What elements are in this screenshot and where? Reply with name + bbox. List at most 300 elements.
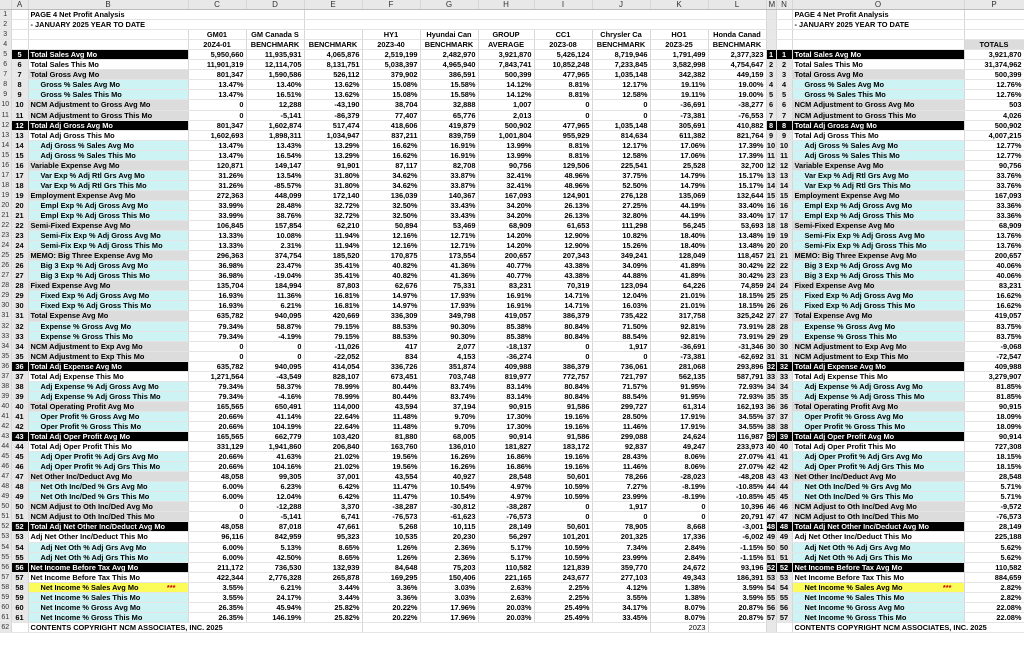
- value-cell[interactable]: 47,661: [304, 522, 362, 532]
- total-cell[interactable]: 13.76%: [964, 241, 1024, 251]
- value-cell[interactable]: 25,528: [650, 160, 708, 170]
- row-label-right[interactable]: Fixed Exp % Adj Gross Avg Mo: [792, 291, 964, 301]
- value-cell[interactable]: 32.41%: [478, 170, 534, 180]
- value-cell[interactable]: -31,346: [708, 341, 766, 351]
- row-number[interactable]: 57: [1, 573, 10, 581]
- value-cell[interactable]: 2.25%: [534, 592, 592, 602]
- row-number[interactable]: 59: [1, 593, 10, 601]
- row-number[interactable]: 7: [0, 70, 11, 80]
- row-label[interactable]: Net Oth Inc/Ded % Grs This Mo: [28, 492, 188, 502]
- row-label[interactable]: Expense % Gross Avg Mo: [28, 321, 188, 331]
- value-cell[interactable]: 19.16%: [534, 462, 592, 472]
- row-label-right[interactable]: Employment Expense Avg Mo: [792, 190, 964, 200]
- value-cell[interactable]: 120,871: [188, 160, 246, 170]
- value-cell[interactable]: 146.19%: [246, 612, 304, 622]
- row-number[interactable]: 21: [1, 211, 10, 219]
- value-cell[interactable]: 19.00%: [708, 80, 766, 90]
- total-cell[interactable]: 68,909: [964, 221, 1024, 231]
- row-label[interactable]: Semi-Fix Exp % Adj Gross Avg Mo: [28, 231, 188, 241]
- row-label-right[interactable]: Net Income Before Tax This Mo: [792, 572, 964, 582]
- value-cell[interactable]: 81,880: [362, 432, 420, 442]
- column-header-g[interactable]: G: [420, 0, 478, 10]
- total-cell[interactable]: 2.82%: [964, 592, 1024, 602]
- value-cell[interactable]: 414,054: [304, 361, 362, 371]
- value-cell[interactable]: 14.71%: [534, 291, 592, 301]
- value-cell[interactable]: 17.93%: [420, 291, 478, 301]
- value-cell[interactable]: 386,379: [534, 361, 592, 371]
- row-number[interactable]: 62: [1, 623, 10, 631]
- value-cell[interactable]: 20.66%: [188, 452, 246, 462]
- value-cell[interactable]: 79.15%: [304, 331, 362, 341]
- row-number[interactable]: 24: [1, 242, 10, 250]
- total-cell[interactable]: 12.76%: [964, 80, 1024, 90]
- row-label-right[interactable]: Total Adj Oper Profit Avg Mo: [792, 432, 964, 442]
- value-cell[interactable]: 30.42%: [708, 271, 766, 281]
- value-cell[interactable]: 15.08%: [362, 90, 420, 100]
- value-cell[interactable]: 225,541: [592, 160, 650, 170]
- value-cell[interactable]: 80.84%: [534, 321, 592, 331]
- value-cell[interactable]: 2.63%: [478, 592, 534, 602]
- value-cell[interactable]: 56,245: [650, 221, 708, 231]
- total-cell[interactable]: 500,399: [964, 70, 1024, 80]
- value-cell[interactable]: 90,756: [478, 160, 534, 170]
- value-cell[interactable]: 419,057: [478, 311, 534, 321]
- value-cell[interactable]: 17.30%: [478, 411, 534, 421]
- value-cell[interactable]: 8.65%: [304, 542, 362, 552]
- value-cell[interactable]: 40.77%: [478, 261, 534, 271]
- value-cell[interactable]: 136,039: [362, 190, 420, 200]
- value-cell[interactable]: 16.91%: [420, 140, 478, 150]
- value-cell[interactable]: 8,668: [650, 522, 708, 532]
- value-cell[interactable]: 99,305: [246, 472, 304, 482]
- value-cell[interactable]: 17.93%: [420, 301, 478, 311]
- value-cell[interactable]: 2.25%: [534, 582, 592, 592]
- value-cell[interactable]: 26.13%: [534, 200, 592, 210]
- value-cell[interactable]: 703,748: [420, 371, 478, 381]
- value-cell[interactable]: 92.81%: [650, 321, 708, 331]
- value-cell[interactable]: 44.19%: [650, 200, 708, 210]
- value-cell[interactable]: 7,233,845: [592, 60, 650, 70]
- row-number[interactable]: 27: [1, 272, 10, 280]
- value-cell[interactable]: 78,905: [592, 522, 650, 532]
- value-cell[interactable]: 27.07%: [708, 452, 766, 462]
- value-cell[interactable]: 276,128: [592, 190, 650, 200]
- value-cell[interactable]: 92.81%: [650, 331, 708, 341]
- value-cell[interactable]: 20.22%: [362, 612, 420, 622]
- value-cell[interactable]: 650,491: [246, 401, 304, 411]
- row-label-right[interactable]: Adj Net Other Inc/Deduct This Mo: [792, 532, 964, 542]
- total-cell[interactable]: -76,573: [964, 512, 1024, 522]
- value-cell[interactable]: 6.00%: [188, 542, 246, 552]
- value-cell[interactable]: 10,535: [362, 532, 420, 542]
- value-cell[interactable]: 73.91%: [708, 321, 766, 331]
- value-cell[interactable]: 35.41%: [304, 271, 362, 281]
- value-cell[interactable]: 955,929: [534, 130, 592, 140]
- value-cell[interactable]: 3.55%: [188, 592, 246, 602]
- value-cell[interactable]: 10.08%: [246, 231, 304, 241]
- value-cell[interactable]: 16.91%: [420, 150, 478, 160]
- value-cell[interactable]: 135,069: [650, 190, 708, 200]
- row-label-right[interactable]: Empl Exp % Adj Gross Avg Mo: [792, 200, 964, 210]
- value-cell[interactable]: -10.85%: [708, 492, 766, 502]
- row-number[interactable]: 11: [0, 110, 11, 120]
- value-cell[interactable]: 0: [188, 110, 246, 120]
- value-cell[interactable]: 21.02%: [304, 462, 362, 472]
- row-number[interactable]: 12: [1, 121, 10, 129]
- value-cell[interactable]: 93,196: [708, 562, 766, 572]
- row-number[interactable]: 41: [1, 412, 10, 420]
- value-cell[interactable]: 37.75%: [592, 170, 650, 180]
- value-cell[interactable]: 12.17%: [592, 140, 650, 150]
- row-label[interactable]: Variable Expense Avg Mo: [28, 160, 188, 170]
- value-cell[interactable]: 24,672: [650, 562, 708, 572]
- row-number[interactable]: 5: [0, 50, 11, 60]
- value-cell[interactable]: 349,798: [420, 311, 478, 321]
- value-cell[interactable]: 28.43%: [592, 452, 650, 462]
- value-cell[interactable]: 12.16%: [362, 231, 420, 241]
- value-cell[interactable]: 64,226: [650, 281, 708, 291]
- value-cell[interactable]: 8.07%: [650, 602, 708, 612]
- value-cell[interactable]: 124,901: [534, 190, 592, 200]
- row-label[interactable]: Net Oth Inc/Ded % Grs Avg Mo: [28, 482, 188, 492]
- value-cell[interactable]: 0: [188, 512, 246, 522]
- value-cell[interactable]: 49,343: [650, 572, 708, 582]
- value-cell[interactable]: 14.97%: [362, 301, 420, 311]
- value-cell[interactable]: 736,061: [592, 361, 650, 371]
- value-cell[interactable]: -38,287: [362, 502, 420, 512]
- value-cell[interactable]: 91,586: [534, 401, 592, 411]
- value-cell[interactable]: 62,676: [362, 281, 420, 291]
- value-cell[interactable]: 20.66%: [188, 462, 246, 472]
- row-label[interactable]: Total Adj Expense Avg Mo: [28, 361, 188, 371]
- row-label-right[interactable]: Fixed Exp % Adj Gross This Mo: [792, 301, 964, 311]
- value-cell[interactable]: 526,112: [304, 70, 362, 80]
- value-cell[interactable]: 9.70%: [420, 411, 478, 421]
- value-cell[interactable]: 243,677: [534, 572, 592, 582]
- value-cell[interactable]: 221,165: [478, 572, 534, 582]
- row-label-right[interactable]: Adj Net Oth % Adj Grs Avg Mo: [792, 542, 964, 552]
- value-cell[interactable]: 73.91%: [708, 331, 766, 341]
- value-cell[interactable]: 31.26%: [188, 180, 246, 190]
- value-cell[interactable]: 106,845: [188, 221, 246, 231]
- value-cell[interactable]: 13.47%: [188, 150, 246, 160]
- row-label[interactable]: Total Sales Avg Mo: [28, 50, 188, 60]
- value-cell[interactable]: 91,586: [534, 432, 592, 442]
- value-cell[interactable]: 10.82%: [592, 231, 650, 241]
- value-cell[interactable]: 12.71%: [420, 231, 478, 241]
- value-cell[interactable]: 183,172: [534, 442, 592, 452]
- value-cell[interactable]: 17.30%: [478, 421, 534, 431]
- row-label[interactable]: Semi-Fixed Expense Avg Mo: [28, 221, 188, 231]
- row-label[interactable]: Big 3 Exp % Adj Gross Avg Mo: [28, 261, 188, 271]
- row-label-right[interactable]: Gross % Sales This Mo: [792, 90, 964, 100]
- value-cell[interactable]: 23.99%: [592, 492, 650, 502]
- value-cell[interactable]: 91.95%: [650, 381, 708, 391]
- value-cell[interactable]: 4,065,876: [304, 50, 362, 60]
- value-cell[interactable]: 0: [246, 341, 304, 351]
- value-cell[interactable]: 34.17%: [592, 602, 650, 612]
- row-label-right[interactable]: Expense % Gross This Mo: [792, 331, 964, 341]
- value-cell[interactable]: 3.44%: [304, 582, 362, 592]
- value-cell[interactable]: 1,271,564: [188, 371, 246, 381]
- value-cell[interactable]: 17.91%: [650, 411, 708, 421]
- value-cell[interactable]: 1,602,874: [246, 120, 304, 130]
- value-cell[interactable]: 34.09%: [592, 261, 650, 271]
- value-cell[interactable]: 104.19%: [246, 421, 304, 431]
- value-cell[interactable]: 31.26%: [188, 170, 246, 180]
- total-cell[interactable]: 28,149: [964, 522, 1024, 532]
- value-cell[interactable]: 33.43%: [420, 210, 478, 220]
- value-cell[interactable]: 6.00%: [188, 492, 246, 502]
- total-cell[interactable]: 5.71%: [964, 482, 1024, 492]
- value-cell[interactable]: 19.16%: [534, 452, 592, 462]
- value-cell[interactable]: 58.37%: [246, 381, 304, 391]
- value-cell[interactable]: 3.36%: [362, 592, 420, 602]
- value-cell[interactable]: 5.17%: [478, 552, 534, 562]
- value-cell[interactable]: 79.34%: [188, 381, 246, 391]
- total-cell[interactable]: 16.62%: [964, 291, 1024, 301]
- value-cell[interactable]: 65,776: [420, 110, 478, 120]
- row-number[interactable]: 31: [1, 312, 10, 320]
- value-cell[interactable]: 374,754: [246, 251, 304, 261]
- row-label[interactable]: Fixed Expense Avg Mo: [28, 281, 188, 291]
- value-cell[interactable]: 10.54%: [420, 482, 478, 492]
- value-cell[interactable]: 32.72%: [304, 200, 362, 210]
- total-cell[interactable]: 90,914: [964, 432, 1024, 442]
- value-cell[interactable]: 4.12%: [592, 582, 650, 592]
- row-label-right[interactable]: Variable Expense Avg Mo: [792, 160, 964, 170]
- row-number[interactable]: 60: [1, 603, 10, 611]
- value-cell[interactable]: 13.54%: [246, 170, 304, 180]
- row-number[interactable]: 8: [0, 80, 11, 90]
- value-cell[interactable]: 6.42%: [304, 492, 362, 502]
- value-cell[interactable]: 37,194: [420, 401, 478, 411]
- total-cell[interactable]: 22.08%: [964, 612, 1024, 622]
- value-cell[interactable]: 206,840: [304, 442, 362, 452]
- total-cell[interactable]: 503: [964, 100, 1024, 110]
- value-cell[interactable]: 1.38%: [650, 592, 708, 602]
- value-cell[interactable]: 79.15%: [304, 321, 362, 331]
- value-cell[interactable]: -1.15%: [708, 552, 766, 562]
- value-cell[interactable]: 170,875: [362, 251, 420, 261]
- value-cell[interactable]: 17,336: [650, 532, 708, 542]
- value-cell[interactable]: 207,343: [534, 251, 592, 261]
- value-cell[interactable]: 8.81%: [534, 140, 592, 150]
- value-cell[interactable]: 418,606: [362, 120, 420, 130]
- value-cell[interactable]: 53,469: [420, 221, 478, 231]
- row-number[interactable]: 37: [1, 372, 10, 380]
- value-cell[interactable]: 11,901,319: [188, 60, 246, 70]
- value-cell[interactable]: 19.16%: [534, 421, 592, 431]
- row-label[interactable]: MEMO: Big Three Expense Avg Mo: [28, 251, 188, 261]
- row-label[interactable]: NCM Adjust to Oth Inc/Ded This Mo: [28, 512, 188, 522]
- row-label-right[interactable]: Net Oth Inc/Ded % Grs Avg Mo: [792, 482, 964, 492]
- value-cell[interactable]: 185,520: [304, 251, 362, 261]
- value-cell[interactable]: 940,095: [246, 311, 304, 321]
- value-cell[interactable]: 325,242: [708, 311, 766, 321]
- value-cell[interactable]: 83.74%: [420, 391, 478, 401]
- value-cell[interactable]: 11.36%: [246, 291, 304, 301]
- value-cell[interactable]: 1,001,804: [478, 130, 534, 140]
- value-cell[interactable]: 157,854: [246, 221, 304, 231]
- value-cell[interactable]: 296,363: [188, 251, 246, 261]
- total-cell[interactable]: 83.75%: [964, 321, 1024, 331]
- value-cell[interactable]: 34.62%: [362, 180, 420, 190]
- value-cell[interactable]: 0: [188, 100, 246, 110]
- value-cell[interactable]: 8,719,946: [592, 50, 650, 60]
- total-cell[interactable]: 884,659: [964, 572, 1024, 582]
- value-cell[interactable]: -43,190: [304, 100, 362, 110]
- value-cell[interactable]: -36,691: [650, 341, 708, 351]
- value-cell[interactable]: 165,565: [188, 401, 246, 411]
- row-number[interactable]: 3: [0, 30, 11, 40]
- value-cell[interactable]: 7.27%: [592, 482, 650, 492]
- value-cell[interactable]: -76,573: [478, 512, 534, 522]
- row-number[interactable]: 28: [1, 282, 10, 290]
- value-cell[interactable]: 0: [650, 512, 708, 522]
- value-cell[interactable]: -4.16%: [246, 391, 304, 401]
- row-number[interactable]: 17: [1, 171, 10, 179]
- row-label[interactable]: NCM Adjustment to Gross Avg Mo: [28, 100, 188, 110]
- row-label-right[interactable]: Fixed Expense Avg Mo: [792, 281, 964, 291]
- row-label-right[interactable]: Big 3 Exp % Adj Gross Avg Mo: [792, 261, 964, 271]
- value-cell[interactable]: 5.13%: [246, 542, 304, 552]
- value-cell[interactable]: 8.65%: [304, 552, 362, 562]
- value-cell[interactable]: 80.84%: [534, 331, 592, 341]
- value-cell[interactable]: 26.35%: [188, 602, 246, 612]
- value-cell[interactable]: 5.17%: [478, 542, 534, 552]
- value-cell[interactable]: 13.43%: [246, 140, 304, 150]
- value-cell[interactable]: 8,131,751: [304, 60, 362, 70]
- total-cell[interactable]: 110,582: [964, 562, 1024, 572]
- value-cell[interactable]: 11,935,931: [246, 50, 304, 60]
- value-cell[interactable]: 20.87%: [708, 612, 766, 622]
- value-cell[interactable]: 14.97%: [362, 291, 420, 301]
- value-cell[interactable]: 58.87%: [246, 321, 304, 331]
- value-cell[interactable]: 21.02%: [304, 452, 362, 462]
- row-number[interactable]: 52: [1, 523, 10, 531]
- value-cell[interactable]: 19.16%: [534, 411, 592, 421]
- value-cell[interactable]: 15.58%: [420, 80, 478, 90]
- value-cell[interactable]: 201,325: [592, 532, 650, 542]
- value-cell[interactable]: 11.47%: [362, 482, 420, 492]
- value-cell[interactable]: 16.81%: [304, 301, 362, 311]
- row-label[interactable]: Semi-Fix Exp % Adj Gross This Mo: [28, 241, 188, 251]
- row-number[interactable]: 45: [1, 453, 10, 461]
- value-cell[interactable]: 18.40%: [650, 241, 708, 251]
- value-cell[interactable]: 3,370: [304, 502, 362, 512]
- value-cell[interactable]: 32.80%: [592, 210, 650, 220]
- row-label-right[interactable]: Total Gross Avg Mo: [792, 70, 964, 80]
- value-cell[interactable]: 121,839: [534, 562, 592, 572]
- row-label-right[interactable]: Net Oth Inc/Ded % Grs This Mo: [792, 492, 964, 502]
- total-cell[interactable]: 12.77%: [964, 140, 1024, 150]
- value-cell[interactable]: 132,939: [304, 562, 362, 572]
- value-cell[interactable]: -8.19%: [650, 482, 708, 492]
- row-label-right[interactable]: Oper Profit % Gross Avg Mo: [792, 411, 964, 421]
- value-cell[interactable]: 75,331: [420, 281, 478, 291]
- row-number[interactable]: 26: [1, 262, 10, 270]
- value-cell[interactable]: 33.87%: [420, 180, 478, 190]
- row-label-right[interactable]: Semi-Fix Exp % Adj Gross Avg Mo: [792, 231, 964, 241]
- total-cell[interactable]: 33.36%: [964, 200, 1024, 210]
- row-number[interactable]: 51: [1, 513, 10, 521]
- row-number[interactable]: 46: [1, 463, 10, 471]
- value-cell[interactable]: 14.12%: [478, 90, 534, 100]
- value-cell[interactable]: 7,843,741: [478, 60, 534, 70]
- total-cell[interactable]: 33.36%: [964, 210, 1024, 220]
- value-cell[interactable]: 5,038,397: [362, 60, 420, 70]
- row-label[interactable]: Big 3 Exp % Adj Gross This Mo: [28, 271, 188, 281]
- row-label[interactable]: Adj Expense % Adj Gross This Mo: [28, 391, 188, 401]
- value-cell[interactable]: 12,288: [246, 100, 304, 110]
- value-cell[interactable]: -36,274: [478, 351, 534, 361]
- row-number[interactable]: 9: [0, 90, 11, 100]
- value-cell[interactable]: 517,474: [304, 120, 362, 130]
- row-number[interactable]: 35: [1, 352, 10, 360]
- row-label-right[interactable]: Net Income % Sales Avg Mo ***: [792, 582, 964, 592]
- row-label[interactable]: Adj Oper Profit % Adj Grs Avg Mo: [28, 452, 188, 462]
- value-cell[interactable]: 13.47%: [188, 80, 246, 90]
- row-number[interactable]: 6: [0, 60, 11, 70]
- value-cell[interactable]: -18,137: [478, 341, 534, 351]
- row-number[interactable]: 58: [1, 583, 10, 591]
- row-label[interactable]: Gross % Sales This Mo: [28, 90, 188, 100]
- total-cell[interactable]: -9,572: [964, 502, 1024, 512]
- value-cell[interactable]: 33.45%: [592, 612, 650, 622]
- value-cell[interactable]: 14.79%: [650, 170, 708, 180]
- value-cell[interactable]: 277,103: [592, 572, 650, 582]
- value-cell[interactable]: 34.55%: [708, 411, 766, 421]
- value-cell[interactable]: 0: [534, 351, 592, 361]
- value-cell[interactable]: 111,298: [592, 221, 650, 231]
- value-cell[interactable]: 13.47%: [188, 90, 246, 100]
- column-header-f[interactable]: F: [362, 0, 420, 10]
- value-cell[interactable]: 15.17%: [708, 170, 766, 180]
- row-number[interactable]: 14: [1, 141, 10, 149]
- row-label[interactable]: Employment Expense Avg Mo: [28, 190, 188, 200]
- value-cell[interactable]: 31.80%: [304, 170, 362, 180]
- row-label[interactable]: Adj Expense % Adj Gross Avg Mo: [28, 381, 188, 391]
- value-cell[interactable]: 78,266: [592, 472, 650, 482]
- value-cell[interactable]: 90.30%: [420, 321, 478, 331]
- row-label[interactable]: Net Income % Gross This Mo: [28, 612, 188, 622]
- row-number[interactable]: 23: [1, 232, 10, 240]
- value-cell[interactable]: -19.04%: [246, 271, 304, 281]
- value-cell[interactable]: 90.30%: [420, 331, 478, 341]
- row-label-right[interactable]: Net Income % Gross This Mo: [792, 612, 964, 622]
- value-cell[interactable]: -3,001: [708, 522, 766, 532]
- row-label[interactable]: Total Adj Oper Profit This Mo: [28, 442, 188, 452]
- value-cell[interactable]: 6.21%: [246, 582, 304, 592]
- value-cell[interactable]: 1.38%: [650, 582, 708, 592]
- value-cell[interactable]: 12.90%: [534, 241, 592, 251]
- row-label[interactable]: Total Adj Gross Avg Mo: [28, 120, 188, 130]
- value-cell[interactable]: 409,988: [478, 361, 534, 371]
- value-cell[interactable]: 18.40%: [650, 231, 708, 241]
- value-cell[interactable]: 71.57%: [592, 381, 650, 391]
- value-cell[interactable]: 13.29%: [304, 140, 362, 150]
- value-cell[interactable]: 211,172: [188, 562, 246, 572]
- value-cell[interactable]: 4,153: [420, 351, 478, 361]
- value-cell[interactable]: 2.31%: [246, 241, 304, 251]
- value-cell[interactable]: 1,941,860: [246, 442, 304, 452]
- row-number[interactable]: 15: [1, 151, 10, 159]
- value-cell[interactable]: 11.94%: [304, 231, 362, 241]
- value-cell[interactable]: 40.77%: [478, 271, 534, 281]
- row-number[interactable]: 42: [1, 422, 10, 430]
- row-number[interactable]: 25: [1, 252, 10, 260]
